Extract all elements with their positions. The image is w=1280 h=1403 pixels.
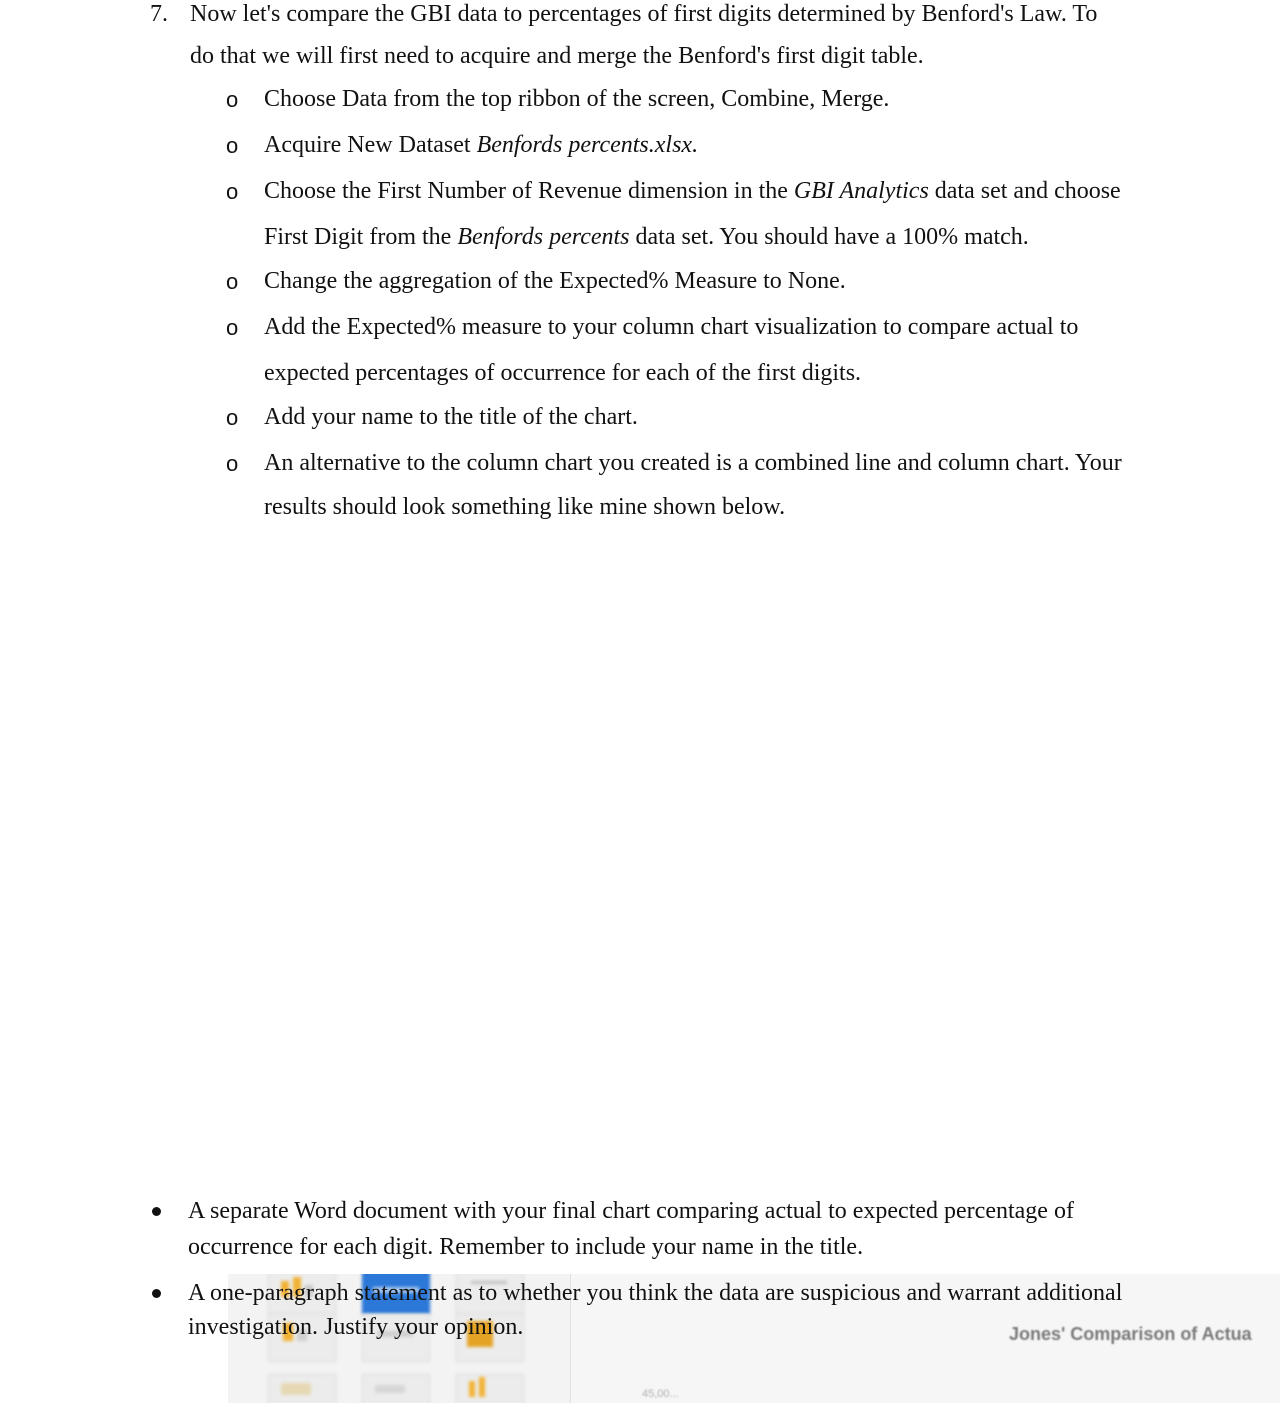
step-item: Choose the First Number of Revenue dimension in the GBI Analytics data set and choose bbox=[264, 178, 1121, 204]
o-bullet: o bbox=[226, 315, 239, 340]
deliverable-item: A separate Word document with your final chart comparing actual to expected percentage of bbox=[188, 1198, 1074, 1224]
axis-tick-label: 45,00... bbox=[642, 1388, 679, 1400]
o-bullet: o bbox=[226, 405, 239, 430]
step-item: Change the aggregation of the Expected% Measure to None. bbox=[264, 268, 846, 294]
o-bullet: o bbox=[226, 179, 239, 204]
step-item-continued: expected percentages of occurrence for each of the first digits. bbox=[264, 360, 862, 386]
o-bullet: o bbox=[226, 451, 239, 476]
step-item-continued: results should look something like mine shown below. bbox=[264, 494, 786, 520]
chart-type-tile bbox=[456, 1374, 524, 1403]
step-item: An alternative to the column chart you created is a combined line and column chart. Your bbox=[264, 450, 1122, 476]
bullet-dot bbox=[152, 1207, 161, 1216]
deliverable-item: A one-paragraph statement as to whether you think the data are suspicious and warrant additional bbox=[188, 1280, 1123, 1306]
deliverable-item-continued: investigation. Justify your opinion. bbox=[188, 1314, 524, 1340]
step-item-continued: First Digit from the Benfords percents data set. You should have a 100% match. bbox=[264, 224, 1029, 250]
step-intro-line-1: Now let's compare the GBI data to percentages of first digits determined by Benford's Law. To bbox=[190, 1, 1098, 27]
deliverable-item-continued: occurrence for each digit. Remember to include your name in the title. bbox=[188, 1234, 864, 1260]
step-item: Add the Expected% measure to your column chart visualization to compare actual to bbox=[264, 314, 1079, 340]
o-bullet: o bbox=[226, 133, 239, 158]
chart-type-tile bbox=[362, 1374, 430, 1403]
chart-type-tile bbox=[268, 1374, 336, 1403]
chart-title: Jones' Comparison of Actua bbox=[1009, 1324, 1252, 1344]
step-intro-line-2: do that we will first need to acquire and merge the Benford's first digit table. bbox=[190, 43, 924, 69]
o-bullet: o bbox=[226, 87, 239, 112]
step-item: Add your name to the title of the chart. bbox=[264, 404, 638, 430]
step-item: Acquire New Dataset Benfords percents.xlsx. bbox=[264, 132, 699, 158]
step-item: Choose Data from the top ribbon of the screen, Combine, Merge. bbox=[264, 86, 890, 112]
step-number: 7. bbox=[150, 1, 168, 27]
bullet-dot bbox=[152, 1289, 161, 1298]
o-bullet: o bbox=[226, 269, 239, 294]
